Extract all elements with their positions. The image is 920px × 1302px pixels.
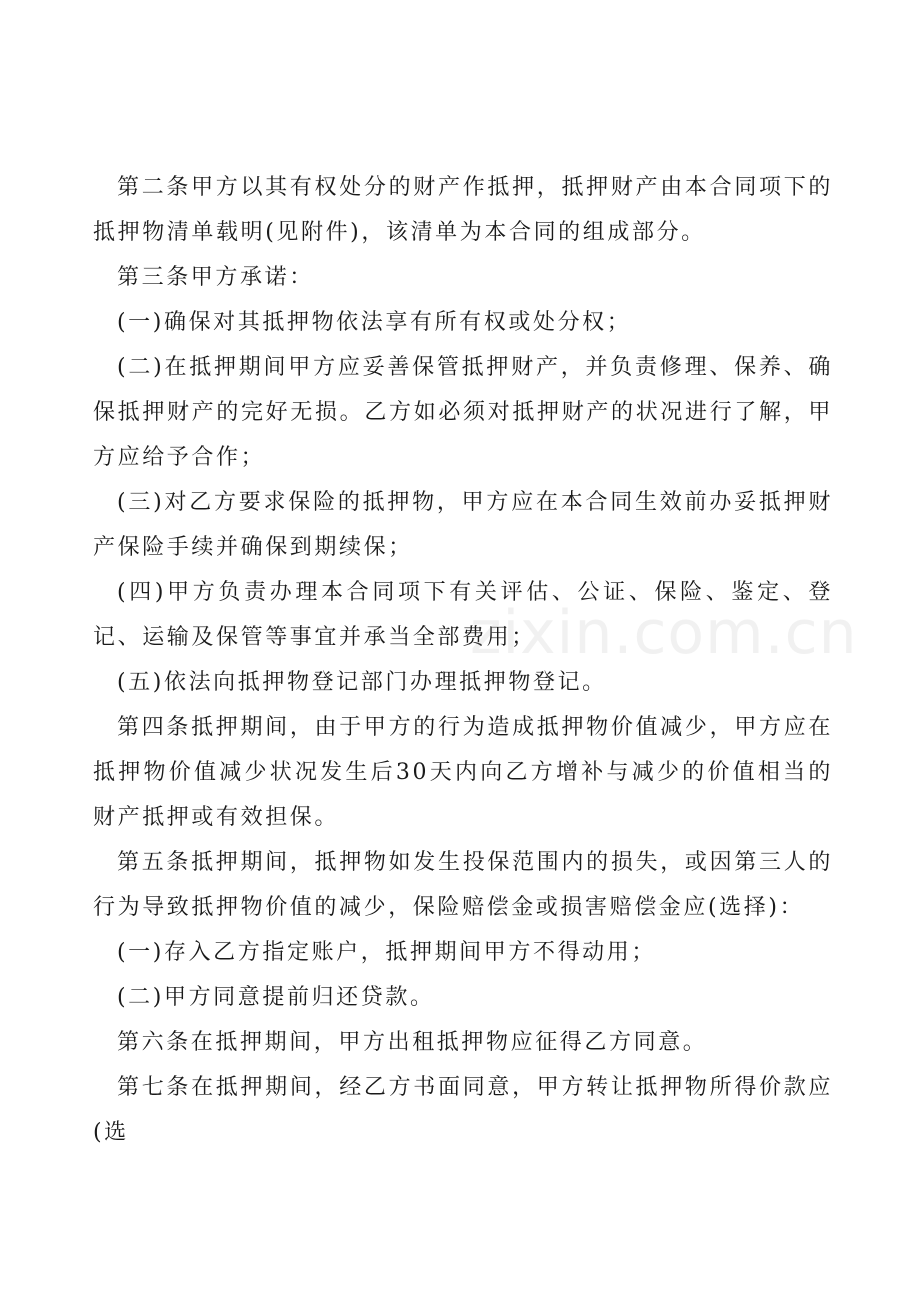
paragraph-article-5-item-2: (二)甲方同意提前归还贷款。: [117, 985, 435, 1010]
watermark: zixin.com.cn: [470, 598, 858, 668]
paragraph-article-2: 第二条甲方以其有权处分的财产作抵押，抵押财产由本合同项下的抵押物清单载明(见附件)，该清单为本合同的组成部分。: [93, 175, 833, 245]
paragraph-article-5-item-1: (一)存入乙方指定账户，抵押期间甲方不得动用；: [117, 940, 656, 965]
paragraph-article-3-item-4: (四)甲方负责办理本合同项下有关评估、公证、保险、鉴定、登记、运输及保管等事宜并承当全部费用；: [93, 580, 833, 650]
paragraph-article-4: 第四条抵押期间，由于甲方的行为造成抵押物价值减少，甲方应在抵押物价值减少状况发生后30天内向乙方增补与减少的价值相当的财产抵押或有效担保。: [93, 715, 833, 830]
paragraph-article-3-heading: 第三条甲方承诺：: [117, 265, 314, 290]
document-body: [93, 165, 833, 1155]
paragraph-article-3-item-1: (一)确保对其抵押物依法享有所有权或处分权；: [117, 310, 632, 335]
paragraph-article-7: 第七条在抵押期间，经乙方书面同意，甲方转让抵押物所得价款应(选: [93, 1075, 833, 1145]
paragraph-article-6: 第六条在抵押期间，甲方出租抵押物应征得乙方同意。: [117, 1030, 708, 1055]
paragraph-article-3-item-2: (二)在抵押期间甲方应妥善保管抵押财产，并负责修理、保养、确保抵押财产的完好无损。乙方如必须对抵押财产的状况进行了解，甲方应给予合作；: [93, 355, 833, 470]
paragraph-article-5: 第五条抵押期间，抵押物如发生投保范围内的损失，或因第三人的行为导致抵押物价值的减少，保险赔偿金或损害赔偿金应(选择)：: [93, 850, 833, 920]
paragraph-article-3-item-5: (五)依法向抵押物登记部门办理抵押物登记。: [117, 670, 607, 695]
paragraph-article-3-item-3: (三)对乙方要求保险的抵押物，甲方应在本合同生效前办妥抵押财产保险手续并确保到期续保；: [93, 490, 833, 560]
